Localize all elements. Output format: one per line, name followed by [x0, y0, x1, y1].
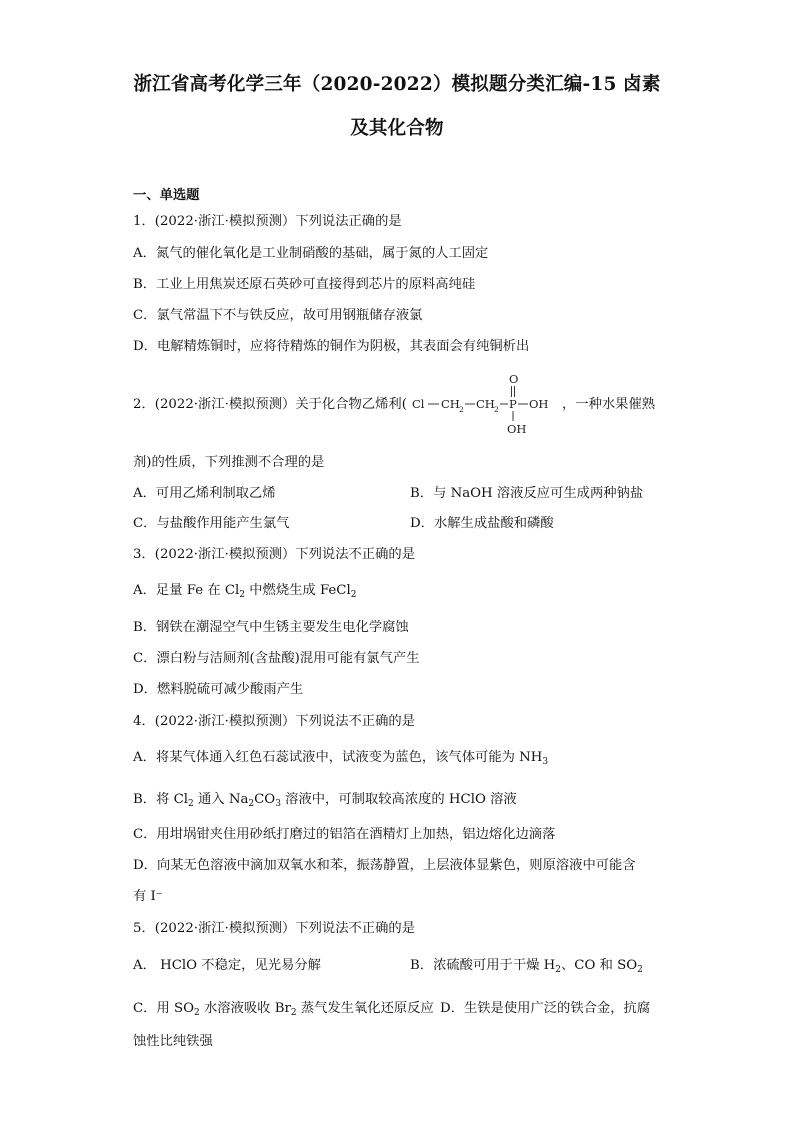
question-1-option-d: D．电解精炼铜时，应将待精炼的铜作为阴极，其表面会有纯铜析出 — [133, 339, 530, 354]
question-5-option-a: A． HClO 不稳定，见光易分解 — [133, 958, 321, 973]
question-2-option-d: D．水解生成盐酸和磷酸 — [410, 516, 554, 531]
question-5-option-c: C．用 $SO_2$ 水溶液吸收 $Br_2$ 蒸气发生氧化还原反应 — [133, 1001, 434, 1018]
formula-sub-1: 2 — [459, 405, 464, 414]
formula-ch-2: CH — [476, 397, 495, 411]
question-2-stem-cont: 剂)的性质，下列推测不合理的是 — [133, 455, 325, 470]
question-5-option-d-cont: 蚀性比纯铁强 — [133, 1034, 213, 1049]
question-4-option-c: C．用坩埚钳夹住用砂纸打磨过的铝箔在酒精灯上加热，铝边熔化边滴落 — [133, 827, 556, 842]
question-3-option-d: D．燃料脱硫可减少酸雨产生 — [133, 682, 304, 697]
question-4-option-b: B．将 $Cl_2$ 通入 $Na_2CO_3$ 溶液中，可制取较高浓度的 HClO 溶液 — [133, 792, 517, 809]
page-title-line-1: 浙江省高考化学三年（2020-2022）模拟题分类汇编-15 卤素 — [133, 74, 661, 95]
question-1-stem: 1．(2022·浙江·模拟预测）下列说法正确的是 — [133, 214, 402, 229]
formula-o-top: O — [509, 373, 519, 386]
ethephon-structural-formula — [408, 373, 548, 437]
formula-cl: Cl — [412, 397, 425, 411]
question-2-option-c: C．与盐酸作用能产生氯气 — [133, 516, 290, 531]
question-1-option-a: A．氮气的催化氧化是工业制硝酸的基础，属于氮的人工固定 — [133, 246, 489, 261]
question-2-option-a: A．可用乙烯利制取乙烯 — [133, 486, 276, 501]
formula-ch-1: CH — [441, 397, 460, 411]
question-4-option-d-cont: 有 I⁻ — [133, 889, 163, 904]
formula-p: P — [509, 397, 517, 411]
question-1-option-c: C．氯气常温下不与铁反应，故可用钢瓶储存液氯 — [133, 308, 423, 323]
question-3-option-b: B．钢铁在潮湿空气中生锈主要发生电化学腐蚀 — [133, 620, 409, 635]
formula-sub-2: 2 — [494, 405, 499, 414]
question-4-stem: 4．(2022·浙江·模拟预测）下列说法不正确的是 — [133, 714, 415, 729]
section-heading: 一、单选题 — [133, 188, 200, 203]
question-1-option-b: B．工业上用焦炭还原石英砂可直接得到芯片的原料高纯硅 — [133, 277, 476, 292]
question-4-option-a: A．将某气体通入红色石蕊试液中，试液变为蓝色，该气体可能为 $NH_3$ — [133, 750, 549, 767]
page-title-line-2: 及其化合物 — [350, 118, 444, 139]
question-5-option-b: B．浓硫酸可用于干燥 $H_2$、CO 和 $SO_2$ — [410, 958, 643, 975]
question-3-option-c: C．漂白粉与洁厕剂(含盐酸)混用可能有氯气产生 — [133, 651, 420, 666]
question-4-option-d: D．向某无色溶液中滴加双氧水和苯，振荡静置，上层液体显紫色，则原溶液中可能含 — [133, 858, 636, 873]
question-5-stem: 5．(2022·浙江·模拟预测）下列说法不正确的是 — [133, 921, 415, 936]
question-5-option-d: D．生铁是使用广泛的铁合金，抗腐 — [440, 1001, 651, 1016]
formula-oh-bottom: OH — [507, 422, 527, 436]
question-2-stem-tail: ，一种水果催熟 — [562, 397, 656, 412]
question-3-stem: 3．(2022·浙江·模拟预测）下列说法不正确的是 — [133, 547, 415, 562]
question-3-option-a: A．足量 Fe 在 $Cl_2$ 中燃烧生成 FeCl$_2$ — [133, 583, 357, 600]
question-2-option-b: B．与 NaOH 溶液反应可生成两种钠盐 — [410, 486, 644, 501]
formula-oh: OH — [529, 397, 548, 411]
question-2-stem: 2．(2022·浙江·模拟预测）关于化合物乙烯利( — [133, 397, 407, 412]
